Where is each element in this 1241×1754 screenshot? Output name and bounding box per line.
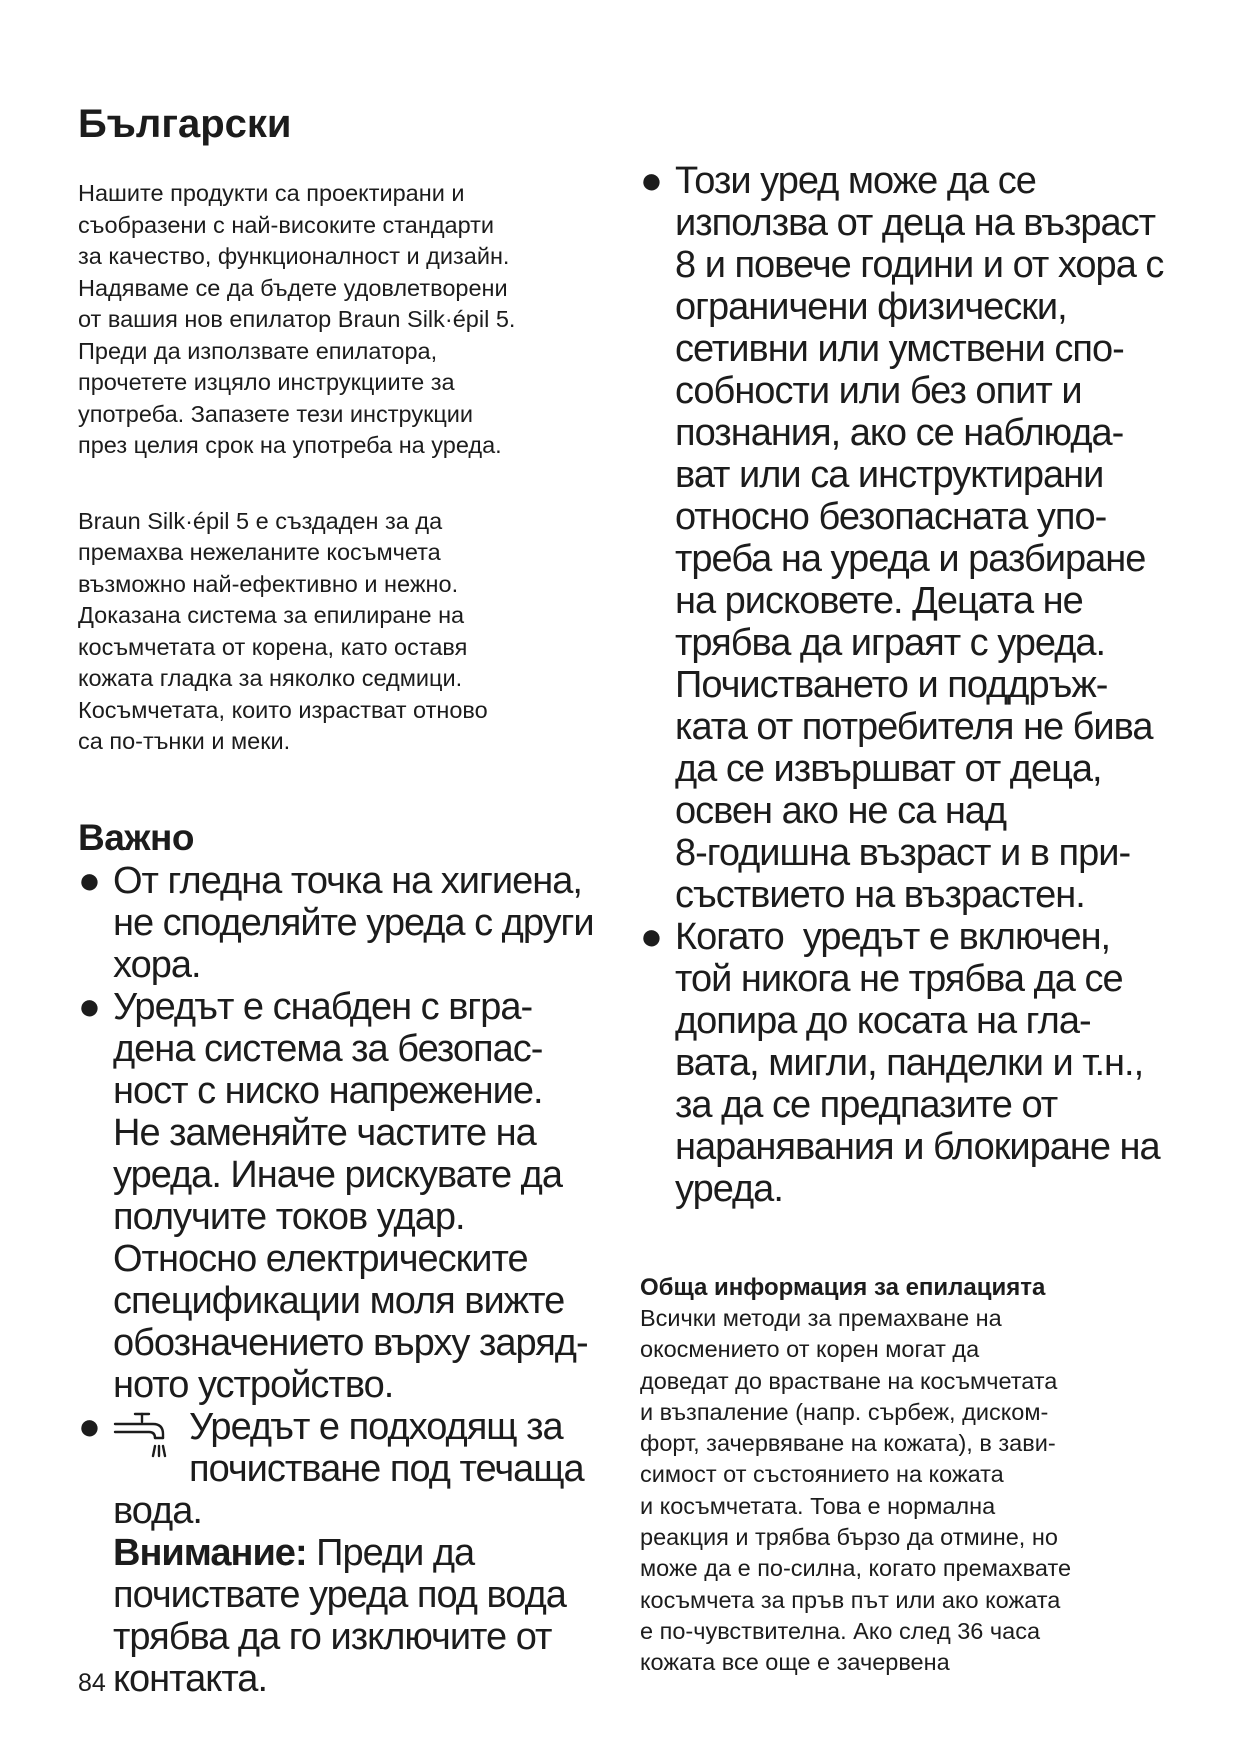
water-tap-row — [113, 1406, 618, 1490]
important-list — [78, 860, 618, 1700]
intro-1-line: Преди да използвате епилатора, — [78, 337, 438, 364]
general-line: е по-чувствителна. Ако след 36 часа — [640, 1617, 1041, 1644]
item-line: Този уред може да се — [675, 160, 1036, 202]
general-info-section — [640, 1272, 1180, 1679]
item-line: освен ако не са над — [675, 790, 1007, 832]
item-line: спецификации моля вижте — [113, 1279, 565, 1322]
item-line: Почистването и поддръж- — [675, 664, 1108, 706]
general-line: и косъмчетата. Това е нормална — [640, 1492, 996, 1519]
item-line: ката от потребителя не бива — [675, 706, 1153, 748]
item-line: почистване под течаща — [189, 1447, 584, 1490]
water-tap-icon — [113, 1410, 175, 1470]
intro-1-line: прочетете изцяло инструкциите за — [78, 369, 455, 395]
language-heading: Български — [78, 102, 292, 146]
item-line: допира до косата на гла- — [675, 1000, 1091, 1042]
item-line: да се извършват от деца, — [675, 748, 1102, 790]
general-line: форт, зачервяване на кожата), в зави- — [640, 1430, 1056, 1457]
attention-line — [113, 1532, 618, 1574]
list-item — [640, 916, 1180, 1210]
item-line: От гледна точка на хигиена, — [113, 859, 582, 902]
intro-1-line: употреба. Запазете тези инструкции — [78, 400, 474, 427]
item-line: той никога не трябва да се — [675, 958, 1123, 1000]
item-line: почиствате уреда под вода — [113, 1573, 566, 1616]
general-line: Всички методи за премахване на — [640, 1305, 1002, 1331]
bullet-icon: ● — [78, 859, 100, 902]
tap-text — [189, 1406, 584, 1490]
attention-text: Преди да — [306, 1531, 475, 1574]
intro-paragraph-1 — [78, 178, 618, 462]
item-line: относно безопасната упо- — [675, 496, 1107, 538]
intro-1-line: от вашия нов епилатор Braun Silk·épil 5. — [78, 306, 516, 332]
intro-2-line: са по-тънки и меки. — [78, 728, 291, 754]
general-line: окосмението от корен могат да — [640, 1336, 980, 1363]
intro-1-line: за качество, функционалност и дизайн. — [78, 243, 510, 269]
item-line: Уредът е снабден с вгра- — [113, 985, 533, 1028]
general-line: симост от състоянието на кожата — [640, 1461, 1004, 1488]
item-line: ват или са инструктирани — [675, 454, 1104, 496]
intro-2-line: Braun Silk·épil 5 е създаден за да — [78, 507, 443, 534]
item-line: 8 и повече години и от хора с — [675, 244, 1164, 286]
intro-2-line: премахва нежеланите косъмчета — [78, 539, 441, 565]
intro-1-line: през целия срок на употреба на уреда. — [78, 432, 502, 458]
item-line: Не заменяйте частите на — [113, 1111, 536, 1154]
intro-2-line: Доказана система за епилиране на — [78, 602, 465, 628]
item-line: треба на уреда и разбиране — [675, 538, 1146, 580]
general-line: реакция и трябва бързо да отмине, но — [640, 1524, 1058, 1551]
intro-2-line: косъмчетата от корена, като оставя — [78, 633, 468, 660]
intro-paragraph-2 — [78, 506, 618, 758]
general-line: и възпаление (напр. сърбеж, диском- — [640, 1398, 1049, 1425]
item-line: обозначението върху заряд- — [113, 1321, 588, 1364]
item-line: трябва да играят с уреда. — [675, 622, 1106, 664]
left-column — [78, 96, 618, 1700]
intro-1-line: Нашите продукти са проектирани и — [78, 180, 465, 206]
important-heading: Важно — [78, 816, 194, 858]
item-line: съствието на възрастен. — [675, 874, 1085, 916]
intro-2-line: кожата гладка за няколко седмици. — [78, 665, 463, 691]
list-item — [78, 1406, 618, 1700]
item-line: използва от деца на възраст — [675, 202, 1156, 244]
list-item — [78, 860, 618, 986]
item-line: дена система за безопас- — [113, 1027, 543, 1070]
item-line: контакта. — [113, 1657, 268, 1700]
bullet-icon: ● — [640, 160, 662, 202]
intro-2-line: Косъмчетата, които израстват отново — [78, 696, 488, 723]
general-line: доведат до врастване на косъмчетата — [640, 1367, 1058, 1394]
general-line: косъмчета за пръв път или ако кожата — [640, 1586, 1061, 1613]
item-line: Когато уредът е включен, — [675, 916, 1111, 958]
item-line: сетивни или умствени спо- — [675, 328, 1124, 370]
bullet-icon: ● — [78, 1405, 100, 1448]
item-line: Относно електрическите — [113, 1237, 528, 1280]
item-line: на рисковете. Децата не — [675, 580, 1083, 622]
item-line: не споделяйте уреда с други — [113, 901, 594, 944]
general-info-heading: Обща информация за епилацията — [640, 1274, 1046, 1301]
safety-list — [640, 160, 1180, 1210]
list-item — [640, 160, 1180, 916]
item-line: вода. — [113, 1489, 202, 1532]
general-info-body — [640, 1303, 1180, 1679]
item-line: наранявания и блокиране на — [675, 1126, 1160, 1168]
item-line: хора. — [113, 943, 201, 986]
item-line: познания, ако се наблюда- — [675, 412, 1124, 454]
right-column — [640, 160, 1180, 1679]
item-line: ното устройство. — [113, 1363, 394, 1406]
item-line: ност с ниско напрежение. — [113, 1069, 543, 1112]
bullet-icon: ● — [640, 916, 662, 958]
item-line: получите токов удар. — [113, 1195, 465, 1238]
item-line: ограничени физически, — [675, 286, 1067, 328]
general-line: може да е по-силна, когато премахвате — [640, 1555, 1072, 1582]
attention-label: Внимание: — [113, 1531, 307, 1574]
page-number: 84 — [78, 1669, 106, 1697]
bullet-icon: ● — [78, 985, 100, 1028]
item-line: уреда. Иначе рискувате да — [113, 1153, 562, 1196]
item-line: вата, мигли, панделки и т.н., — [675, 1042, 1144, 1084]
intro-1-line: съобразени с най-високите стандарти — [78, 211, 495, 238]
item-line: собности или без опит и — [675, 370, 1082, 412]
intro-1-line: Надяваме се да бъдете удовлетворени — [78, 274, 508, 301]
general-line: кожата все още е зачервена — [640, 1649, 950, 1676]
item-line: 8-годишна възраст и в при- — [675, 832, 1131, 874]
intro-2-line: възможно най-ефективно и нежно. — [78, 570, 459, 597]
item-line: трябва да го изключите от — [113, 1615, 552, 1658]
item-line: Уредът е подходящ за — [189, 1405, 563, 1448]
item-line: уреда. — [675, 1168, 783, 1210]
list-item — [78, 986, 618, 1406]
item-line: за да се предпазите от — [675, 1084, 1058, 1126]
